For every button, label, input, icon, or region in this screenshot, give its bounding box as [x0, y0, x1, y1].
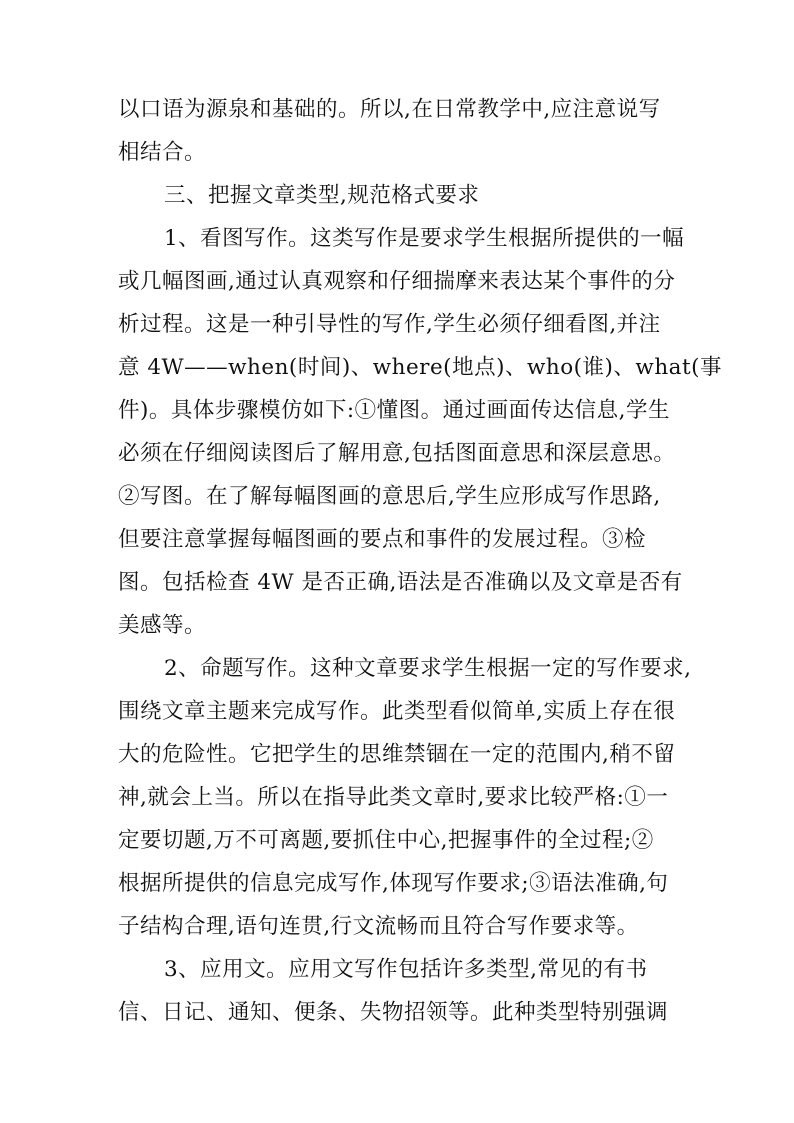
paragraph-line: 大的危险性。它把学生的思维禁锢在一定的范围内,稍不留 [118, 742, 676, 767]
paragraph-line: 围绕文章主题来完成写作。此类型看似简单,实质上存在很 [118, 699, 676, 724]
paragraph-line: 美感等。 [118, 613, 207, 638]
paragraph-line: ②写图。在了解每幅图画的意思后,学生应形成写作思路, [118, 484, 661, 509]
paragraph-line: 定要切题,万不可离题,要抓住中心,把握事件的全过程;② [118, 828, 654, 853]
paragraph-line: 神,就会上当。所以在指导此类文章时,要求比较严格:①一 [118, 785, 669, 810]
paragraph-line: 相结合。 [118, 140, 207, 165]
paragraph-line: 2、命题写作。这种文章要求学生根据一定的写作要求, [164, 656, 692, 681]
paragraph-line: 1、看图写作。这类写作是要求学生根据所提供的一幅 [164, 226, 685, 251]
paragraph-line: 析过程。这是一种引导性的写作,学生必须仔细看图,并注 [118, 312, 661, 337]
paragraph-line: 根据所提供的信息完成写作,体现写作要求;③语法准确,句 [118, 871, 669, 896]
paragraph-line: 3、应用文。应用文写作包括许多类型,常见的有书 [164, 957, 648, 982]
paragraph-line: 以口语为源泉和基础的。所以,在日常教学中,应注意说写 [118, 97, 661, 122]
paragraph-line: 但要注意掌握每幅图画的要点和事件的发展过程。③检 [118, 527, 647, 552]
paragraph-line: 信、日记、通知、便条、失物招领等。此种类型特别强调 [118, 1000, 669, 1025]
paragraph-line: 意 4W——when(时间)、where(地点)、who(谁)、what(事 [118, 355, 723, 380]
paragraph-line: 图。包括检查 4W 是否正确,语法是否准确以及文章是否有 [118, 570, 683, 595]
paragraph-line: 或几幅图画,通过认真观察和仔细揣摩来表达某个事件的分 [118, 269, 676, 294]
paragraph-line: 件)。具体步骤模仿如下:①懂图。通过画面传达信息,学生 [118, 398, 670, 423]
section-heading: 三、把握文章类型,规范格式要求 [164, 183, 480, 208]
paragraph-line: 子结构合理,语句连贯,行文流畅而且符合写作要求等。 [118, 914, 639, 939]
paragraph-line: 必须在仔细阅读图后了解用意,包括图面意思和深层意思。 [118, 441, 676, 466]
